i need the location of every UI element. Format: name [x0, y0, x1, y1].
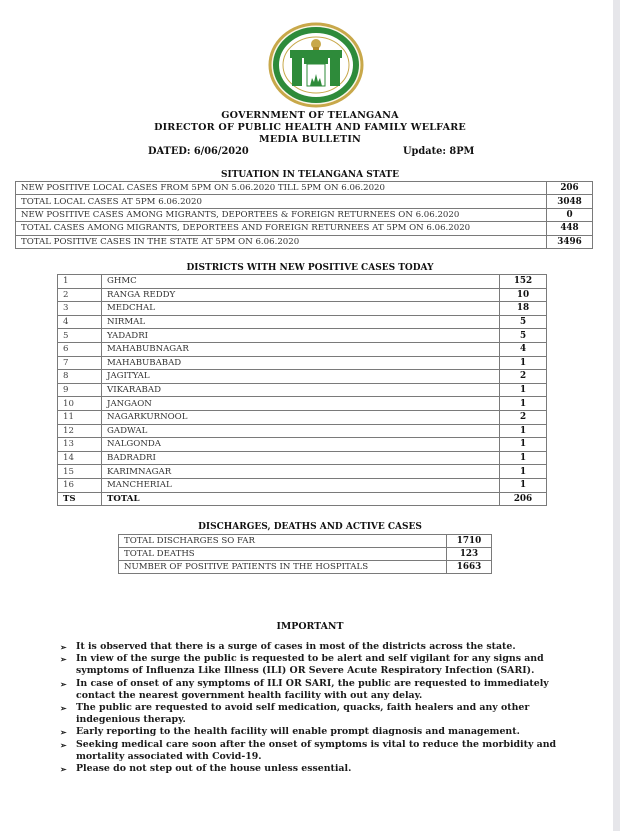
case-count: 5	[500, 315, 547, 329]
arrow-bullet-icon: ➢	[60, 642, 67, 652]
table-row	[58, 397, 547, 411]
total-label: TOTAL	[102, 492, 500, 506]
case-count: 1	[500, 397, 547, 411]
case-count: 1	[500, 438, 547, 452]
row-label: TOTAL CASES AMONG MIGRANTS, DEPORTEES AND FOREIGN RETURNEES AT 5PM ON 6.06.2020	[16, 222, 547, 235]
district-name: BADRADRI	[102, 451, 500, 465]
case-count: 152	[500, 275, 547, 289]
discharges-title: DISCHARGES, DEATHS AND ACTIVE CASES	[198, 522, 422, 532]
list-item	[60, 726, 576, 738]
row-value: 123	[447, 548, 492, 561]
district-name: JANGAON	[102, 397, 500, 411]
serial-number: 12	[58, 424, 102, 438]
table-row	[58, 410, 547, 424]
table-row	[119, 561, 492, 574]
case-count: 4	[500, 342, 547, 356]
note-text: In case of onset of any symptoms of ILI OR SARI, the public are requested to immediately contact the nearest government health facility with out any delay.	[76, 677, 549, 701]
list-item	[60, 677, 576, 702]
serial-number: 10	[58, 397, 102, 411]
arrow-bullet-icon: ➢	[60, 654, 67, 665]
arrow-bullet-icon: ➢	[60, 727, 67, 738]
row-label: NEW POSITIVE LOCAL CASES FROM 5PM ON 5.06.2020 TILL 5PM ON 6.06.2020	[16, 182, 547, 195]
case-count: 1	[500, 451, 547, 465]
table-row	[119, 548, 492, 561]
table-row	[58, 465, 547, 479]
district-name: RANGA REDDY	[102, 288, 500, 302]
row-label: TOTAL DEATHS	[119, 548, 447, 561]
note-text: Please do not step out of the house unless essential.	[76, 763, 352, 775]
serial-number: 14	[58, 451, 102, 465]
district-name: YADADRI	[102, 329, 500, 343]
note-text: The public are requested to avoid self medication, quacks, faith healers and any other indegenious therapy.	[76, 702, 530, 726]
serial-number: 7	[58, 356, 102, 370]
case-count: 1	[500, 356, 547, 370]
table-row	[58, 275, 547, 289]
row-value: 3496	[547, 235, 593, 248]
districts-table	[57, 274, 547, 506]
important-notes-list	[60, 641, 576, 775]
arrow-bullet-icon: ➢	[60, 764, 67, 775]
serial-number: 9	[58, 383, 102, 397]
situation-table	[15, 181, 593, 249]
serial-number: 1	[58, 275, 102, 289]
case-count: 2	[500, 410, 547, 424]
district-name: KARIMNAGAR	[102, 465, 500, 479]
district-name: MAHABUBNAGAR	[102, 342, 500, 356]
discharges-table	[118, 534, 492, 574]
list-item	[60, 641, 576, 653]
serial-number: 13	[58, 438, 102, 452]
case-count: 2	[500, 370, 547, 384]
district-name: MAHABUBABAD	[102, 356, 500, 370]
district-name: GHMC	[102, 275, 500, 289]
header-department: DIRECTOR OF PUBLIC HEALTH AND FAMILY WELFARE	[154, 122, 466, 133]
case-count: 1	[500, 383, 547, 397]
list-item	[60, 702, 576, 726]
header-media-bulletin: MEDIA BULLETIN	[259, 134, 361, 145]
table-row	[58, 383, 547, 397]
table-row	[16, 182, 593, 195]
telangana-emblem-icon	[268, 22, 364, 108]
serial-number: 11	[58, 410, 102, 424]
table-row	[58, 342, 547, 356]
serial-number: 15	[58, 465, 102, 479]
total-count: 206	[500, 492, 547, 506]
row-value: 448	[547, 222, 593, 235]
table-row	[58, 478, 547, 492]
serial-number: 5	[58, 329, 102, 343]
district-name: MEDCHAL	[102, 302, 500, 316]
district-name: GADWAL	[102, 424, 500, 438]
table-row	[58, 315, 547, 329]
district-name: NAGARKURNOOL	[102, 410, 500, 424]
list-item	[60, 653, 576, 677]
case-count: 18	[500, 302, 547, 316]
row-label: TOTAL DISCHARGES SO FAR	[119, 535, 447, 548]
district-name: JAGITYAL	[102, 370, 500, 384]
table-row	[58, 329, 547, 343]
table-row	[16, 195, 593, 208]
table-row	[58, 370, 547, 384]
table-row	[58, 438, 547, 452]
note-text: In view of the surge the public is requested to be alert and self vigilant for any signs and symptoms of Influenza Like Illness (ILI) OR Severe Acute Respiratory Infection (SARI).	[76, 653, 544, 677]
row-value: 0	[547, 208, 593, 221]
table-row	[58, 288, 547, 302]
arrow-bullet-icon: ➢	[60, 703, 67, 714]
district-name: NIRMAL	[102, 315, 500, 329]
total-state-code: TS	[58, 492, 102, 506]
table-row	[119, 535, 492, 548]
serial-number: 16	[58, 478, 102, 492]
row-label: TOTAL LOCAL CASES AT 5PM 6.06.2020	[16, 195, 547, 208]
serial-number: 2	[58, 288, 102, 302]
case-count: 5	[500, 329, 547, 343]
arrow-bullet-icon: ➢	[60, 678, 67, 689]
bulletin-update-time: Update: 8PM	[403, 146, 475, 157]
list-item	[60, 738, 576, 763]
case-count: 1	[500, 478, 547, 492]
serial-number: 4	[58, 315, 102, 329]
row-label: TOTAL POSITIVE CASES IN THE STATE AT 5PM ON 6.06.2020	[16, 235, 547, 248]
note-text: It is observed that there is a surge of cases in most of the districts across the state.	[76, 641, 516, 652]
row-value: 1710	[447, 535, 492, 548]
row-value: 206	[547, 182, 593, 195]
important-title: IMPORTANT	[276, 621, 344, 632]
list-item	[60, 763, 576, 775]
serial-number: 3	[58, 302, 102, 316]
district-name: MANCHERIAL	[102, 478, 500, 492]
district-name: NALGONDA	[102, 438, 500, 452]
total-row	[58, 492, 547, 506]
case-count: 1	[500, 465, 547, 479]
serial-number: 8	[58, 370, 102, 384]
note-text: Early reporting to the health facility will enable prompt diagnosis and management.	[76, 726, 520, 738]
table-row	[58, 424, 547, 438]
row-value: 1663	[447, 561, 492, 574]
table-row	[16, 235, 593, 248]
district-name: VIKARABAD	[102, 383, 500, 397]
table-row	[58, 356, 547, 370]
note-text: Seeking medical care soon after the onset of symptoms is vital to reduce the morbidity and mortality associated with Covid-19.	[76, 738, 557, 762]
table-row	[16, 222, 593, 235]
row-label: NUMBER OF POSITIVE PATIENTS IN THE HOSPITALS	[119, 561, 447, 574]
table-row	[58, 302, 547, 316]
serial-number: 6	[58, 342, 102, 356]
districts-title: DISTRICTS WITH NEW POSITIVE CASES TODAY	[186, 263, 434, 273]
header-government: GOVERNMENT OF TELANGANA	[221, 110, 399, 121]
table-row	[16, 208, 593, 221]
row-label: NEW POSITIVE CASES AMONG MIGRANTS, DEPORTEES & FOREIGN RETURNEES ON 6.06.2020	[16, 208, 547, 221]
arrow-bullet-icon: ➢	[60, 739, 67, 750]
row-value: 3048	[547, 195, 593, 208]
table-row	[58, 451, 547, 465]
case-count: 10	[500, 288, 547, 302]
bulletin-date: DATED: 6/06/2020	[148, 146, 249, 157]
situation-title: SITUATION IN TELANGANA STATE	[220, 170, 399, 180]
case-count: 1	[500, 424, 547, 438]
